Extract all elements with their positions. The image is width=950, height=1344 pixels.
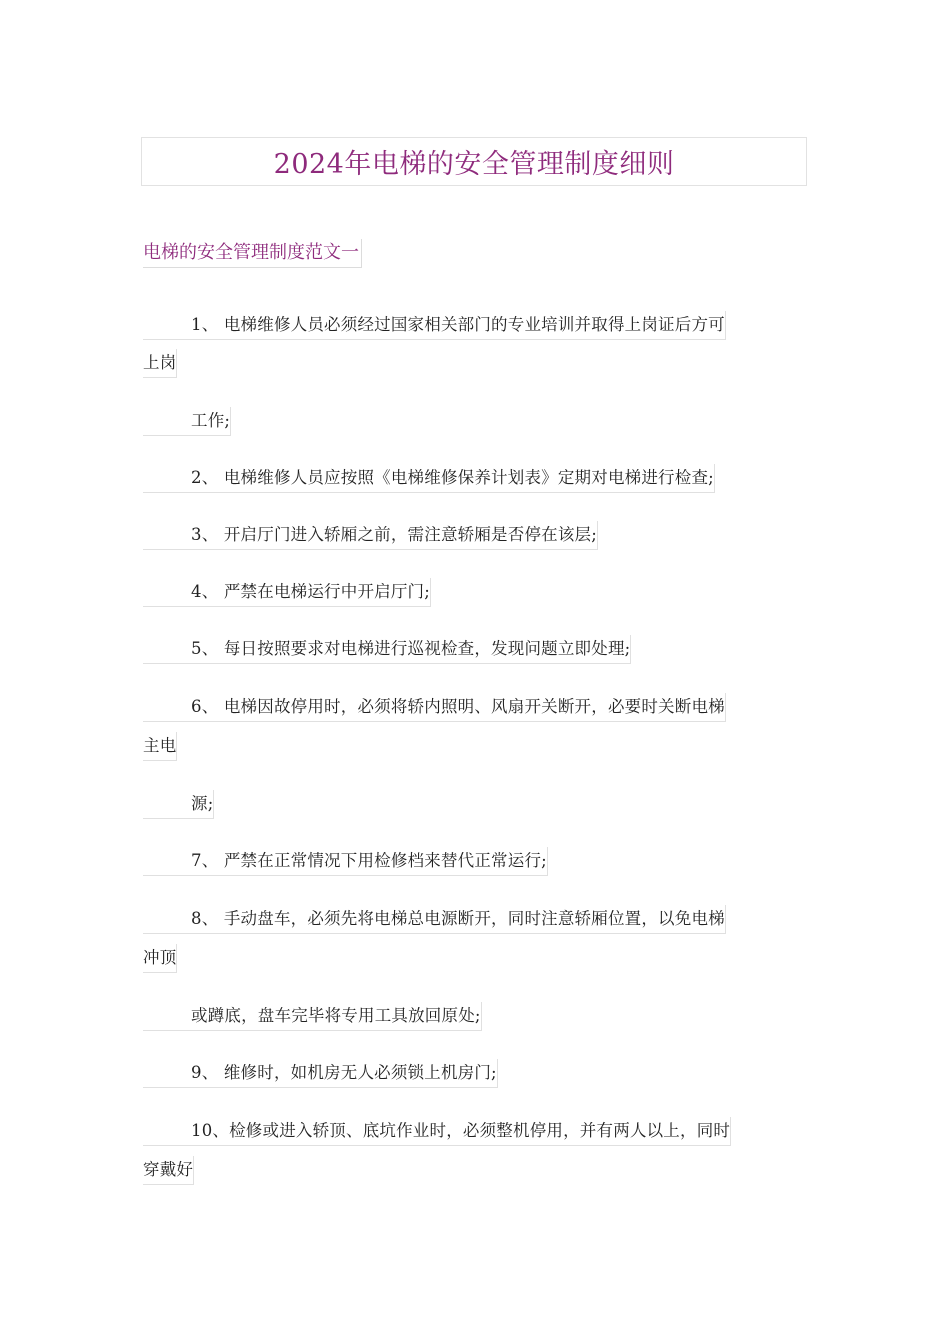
text-line: 3、 开启厅门进入轿厢之前，需注意轿厢是否停在该层; <box>143 521 598 550</box>
text-line: 主电 <box>143 732 177 761</box>
text-line: 9、 维修时，如机房无人必须锁上机房门; <box>143 1059 498 1088</box>
text-line: 6、 电梯因故停用时，必须将轿内照明、风扇开关断开，必要时关断电梯 <box>143 693 726 722</box>
document-title: 2024年电梯的安全管理制度细则 <box>273 149 675 180</box>
text-line: 4、 严禁在电梯运行中开启厅门; <box>143 578 431 607</box>
text-line: 源; <box>143 790 214 819</box>
text-line: 8、 手动盘车，必须先将电梯总电源断开，同时注意轿厢位置，以免电梯 <box>143 905 726 934</box>
text-line: 10、检修或进入轿顶、底坑作业时，必须整机停用，并有两人以上，同时 <box>143 1117 731 1146</box>
title-box <box>141 137 807 186</box>
text-line: 冲顶 <box>143 944 177 973</box>
section-heading: 电梯的安全管理制度范文一 <box>143 239 362 268</box>
text-line: 7、 严禁在正常情况下用检修档来替代正常运行; <box>143 847 548 876</box>
text-line: 5、 每日按照要求对电梯进行巡视检查，发现问题立即处理; <box>143 635 631 664</box>
text-line: 2、 电梯维修人员应按照《电梯维修保养计划表》定期对电梯进行检查; <box>143 464 715 493</box>
text-line: 1、 电梯维修人员必须经过国家相关部门的专业培训并取得上岗证后方可 <box>143 311 726 340</box>
text-line: 或蹲底，盘车完毕将专用工具放回原处; <box>143 1002 482 1031</box>
text-line: 上岗 <box>143 349 177 378</box>
text-line: 工作; <box>143 407 231 436</box>
text-line: 穿戴好 <box>143 1156 194 1185</box>
